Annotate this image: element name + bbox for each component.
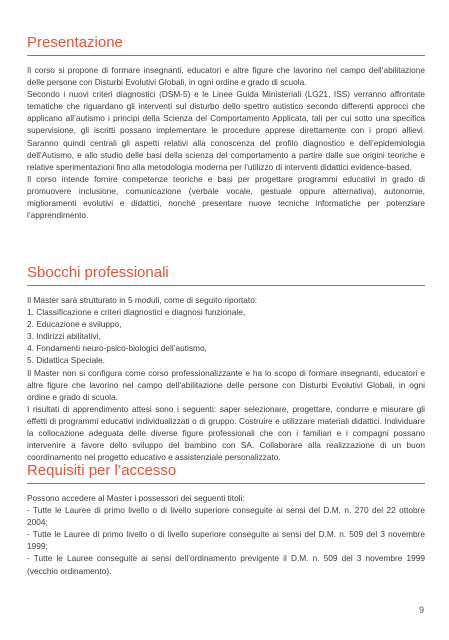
paragraph: Il corso intende fornire competenze teoriche e basi per progettare programmi educativi in grado di promuovere inclusione, comunicazione (verbale vocale, gestuale oppure alternativa), autonomie, miglioramenti evolutivi e didattici, nonché presentare nuove tecniche informatiche per potenziare l’apprendimento. <box>27 173 425 221</box>
list-item: 5. Didattica Speciale. <box>27 355 105 366</box>
section-body <box>27 64 425 221</box>
section-divider <box>27 483 425 484</box>
section-divider <box>27 285 425 286</box>
section-body <box>27 294 425 463</box>
list-item: 2. Educazione e sviluppo, <box>27 319 122 330</box>
paragraph: Il corso si propone di formare insegnanti, educatori e altre figure che lavorino nel campo dell’abilitazione delle persone con Disturbi Evolutivi Globali, in ogni ordine e grado di scuola. <box>27 65 425 88</box>
section-sbocchi-professionali <box>27 264 425 463</box>
paragraph: I risultati di apprendimento attesi sono i seguenti: saper selezionare, progettare, condurre e misurare gli effetti di programmi educativi individualizzati o di gruppo. Costruire e utilizzare materiali didattici. Individuare la collocazione adeguata delle diverse figure professionali che con i familiari e i compagni possano intervenire a favore dello sviluppo del bambino con SA. Collaborare alla realizzazione di un buon coordinamento nel progetto educativo e assistenziale personalizzato. <box>27 403 425 463</box>
section-body <box>27 492 425 577</box>
section-presentazione <box>27 34 425 221</box>
list-item: 4. Fondamenti neuro-psico-biologici dell’autismo, <box>27 343 207 354</box>
paragraph: Il Master non si configura come corso professionalizzante e ha lo scopo di formare insegnanti, educatori e altre figure che lavorino nel campo dell’abilitazione delle persone con Disturbi Evolutivi Globali, in ogni ordine e grado di scuola. <box>27 367 425 402</box>
paragraph: Possono accedere al Master i possessori dei seguenti titoli: <box>27 493 245 503</box>
list-item: - Tutte le Lauree conseguite ai sensi dell’ordinamento previgente il D.M. n. 509 del 3 novembre 1999 (vecchio ordinamento). <box>27 553 425 576</box>
paragraph: Secondo i nuovi criteri diagnostici (DSM-5) e le Linee Guida Ministeriali (LG21, ISS) verranno affrontate tematiche che riguardano gli interventi sul disturbo dello spettro autistico secondo differenti approcci che applicano all’autismo i principi della Scienza del Comportamento Applicata, tali per cui sotto una specifica supervisione, gli iscritti possano implementare le procedure apprese direttamente con i propri allievi. Saranno quindi centrali gli aspetti relativi alla conoscenza del profilo diagnostico e dell’epidemiologia dell’Autismo, e allo studio delle basi della scienza del comportamento a partire dalle sue origini teoriche e relative sperimentazioni fino alla metodologia moderna per l’utilizzo di interventi didattici evidence-based. <box>27 89 425 172</box>
list-item: 1. Classificazione e criteri diagnostici e diagnosi funzionale, <box>27 307 246 318</box>
section-divider <box>27 55 425 56</box>
section-requisiti-accesso <box>27 462 425 577</box>
section-title: Sbocchi professionali <box>27 264 169 281</box>
list-item: 3. Indirizzi abilitativi, <box>27 331 101 342</box>
paragraph: Il Master sarà strutturato in 5 moduli, come di seguito riportato: <box>27 295 258 305</box>
page-number: 9 <box>418 605 424 615</box>
list-item: - Tutte le Lauree di primo livello o di livello superiore conseguite ai sensi del D.M. n. 270 del 22 ottobre 2004; <box>27 505 425 528</box>
section-title: Presentazione <box>27 34 123 51</box>
list-item: - Tutte le Lauree di primo livello o di livello superiore conseguite ai sensi del D.M. n. 509 del 3 novembre 1999; <box>27 529 425 552</box>
section-title: Requisiti per l’accesso <box>27 462 177 479</box>
